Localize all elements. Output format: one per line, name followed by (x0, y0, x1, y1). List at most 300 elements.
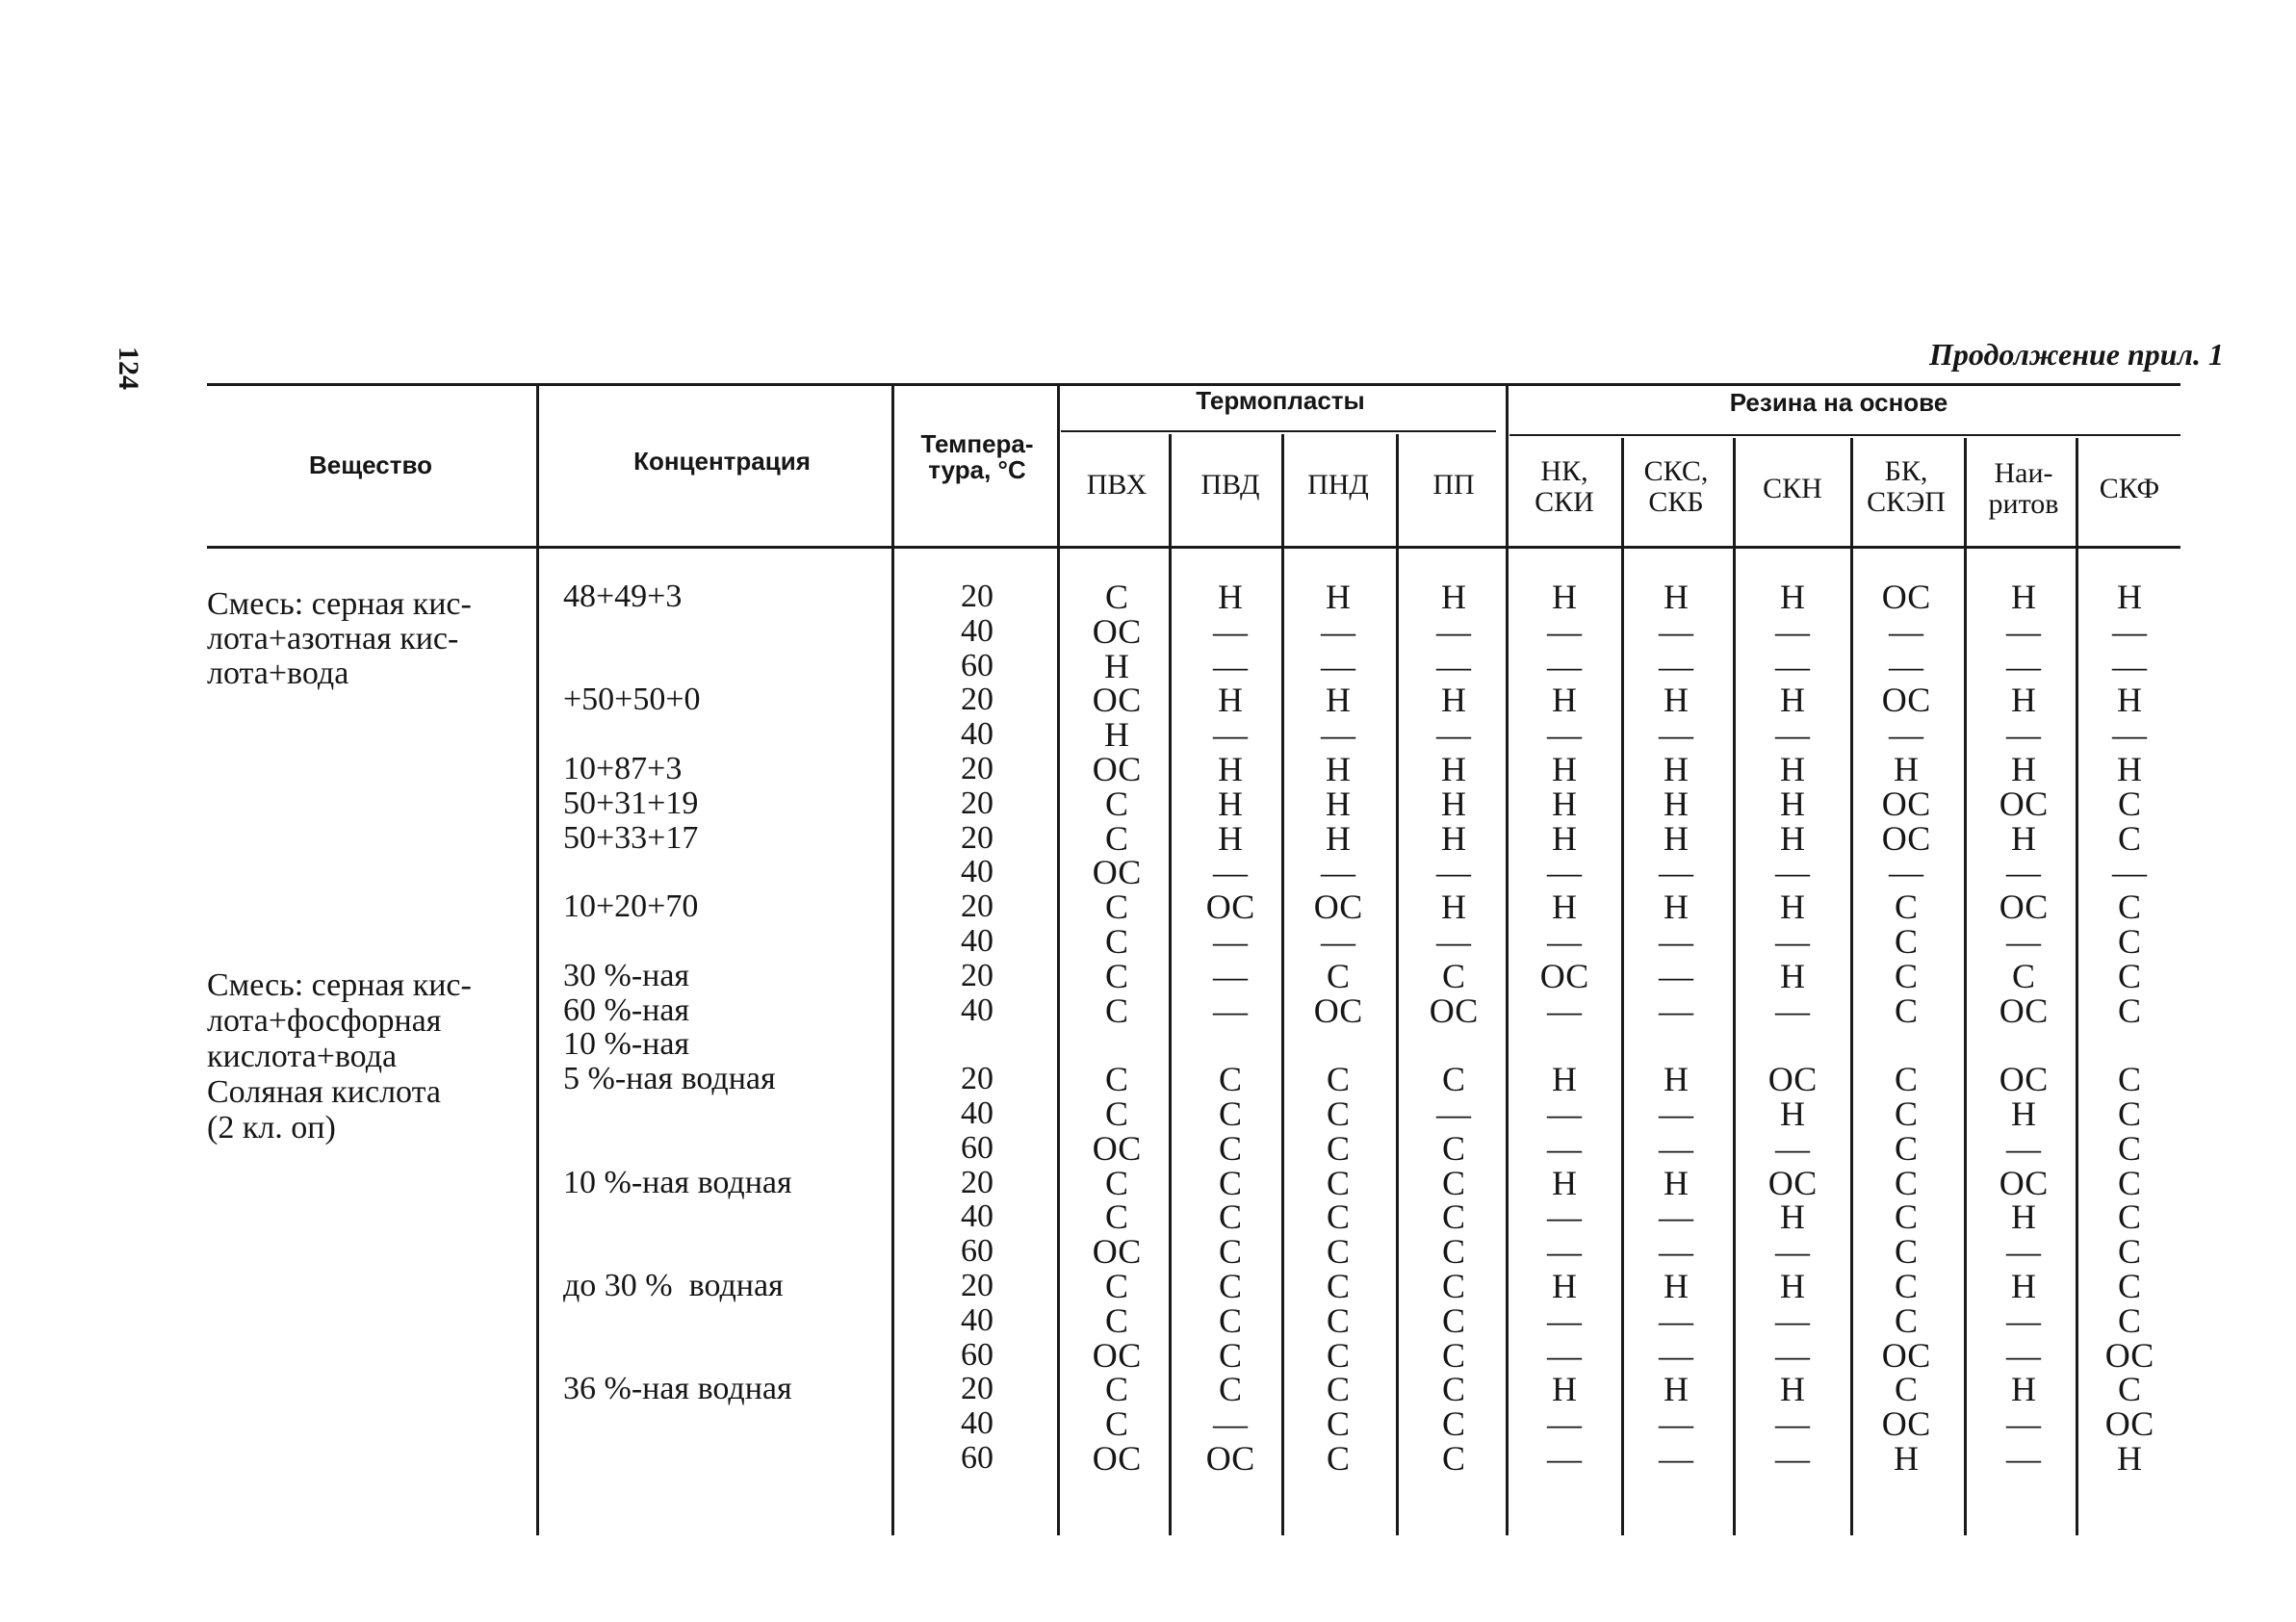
temperature-cell: 40 (961, 1095, 993, 1131)
resistance-cell: ОС (1881, 681, 1931, 720)
resistance-cell: — (2006, 922, 2041, 961)
resistance-cell: Н (1664, 1267, 1689, 1305)
concentration-label: 10 %-ная водная (563, 1164, 792, 1200)
resistance-cell: Н (2011, 1197, 2036, 1237)
temperature-cell: 40 (961, 923, 993, 959)
concentration-label: 10+20+70 (563, 888, 699, 925)
resistance-cell: С (1326, 1404, 1350, 1444)
resistance-cell: С (1104, 956, 1128, 995)
resistance-cell: Н (1552, 784, 1577, 823)
resistance-cell: Н (1780, 956, 1805, 995)
resistance-cell: Н (1780, 578, 1805, 616)
concentration-label: 50+31+19 (563, 785, 699, 821)
resistance-cell: С (1104, 1300, 1128, 1340)
resistance-cell: — (1775, 922, 1810, 961)
resistance-cell: ОС (1767, 1163, 1818, 1202)
resistance-cell: Н (1326, 784, 1351, 823)
resistance-cell: С (1104, 888, 1128, 927)
resistance-cell: С (1894, 1267, 1918, 1305)
resistance-cell: Н (2117, 681, 2142, 720)
resistance-cell: Н (1664, 784, 1689, 823)
resistance-cell: — (1659, 611, 1693, 651)
resistance-cell: С (1326, 956, 1350, 995)
temperature-cell: 40 (961, 991, 993, 1028)
resistance-cell: Н (1441, 784, 1466, 823)
resistance-cell: Н (2117, 1439, 2142, 1478)
resistance-cell: Н (2011, 1370, 2036, 1409)
resistance-cell: С (1894, 1094, 1918, 1133)
resistance-cell: Н (1780, 818, 1805, 858)
resistance-cell: Н (1664, 818, 1689, 858)
resistance-cell: — (1436, 646, 1471, 685)
resistance-cell: С (1104, 991, 1128, 1030)
rule-pvd-pnd (1281, 434, 1284, 1535)
resistance-cell: С (2117, 1060, 2141, 1099)
concentration-label: 10+87+3 (563, 751, 683, 786)
resistance-cell: ОС (1092, 1232, 1142, 1272)
resistance-cell: Н (1894, 750, 1919, 788)
resistance-cell: С (1894, 1300, 1918, 1340)
temperature-cell: 60 (961, 647, 993, 683)
header-group-rubber: Резина на основе (1729, 388, 1948, 417)
resistance-cell: С (1894, 956, 1918, 995)
resistance-cell: — (1547, 922, 1582, 961)
resistance-cell: — (2006, 853, 2041, 892)
resistance-cell: — (2112, 611, 2147, 651)
resistance-cell: С (1104, 818, 1128, 858)
resistance-cell: — (1659, 1197, 1693, 1237)
resistance-cell: — (1321, 922, 1355, 961)
resistance-cell: — (1436, 611, 1471, 651)
resistance-cell: — (1321, 611, 1355, 651)
resistance-cell: — (1547, 1232, 1582, 1272)
resistance-cell: — (1547, 1335, 1582, 1375)
rule-bk-nairit (1964, 438, 1967, 1535)
resistance-cell: С (1441, 1267, 1465, 1305)
resistance-cell: — (1659, 853, 1693, 892)
resistance-cell: Н (1552, 1060, 1577, 1099)
header-material-2: ПНД (1307, 469, 1369, 501)
resistance-cell: Н (1552, 1370, 1577, 1409)
temperature-cell: 20 (961, 682, 993, 718)
resistance-cell: ОС (1092, 1128, 1142, 1168)
resistance-cell: — (1775, 1439, 1810, 1478)
resistance-cell: — (1547, 1404, 1582, 1444)
resistance-cell: Н (1441, 888, 1466, 927)
resistance-cell: — (2006, 611, 2041, 651)
resistance-cell: Н (1326, 750, 1351, 788)
continuation-caption: Продолжение прил. 1 (1929, 337, 2224, 372)
resistance-cell: С (1326, 1197, 1350, 1237)
resistance-cell: С (1441, 1128, 1465, 1168)
resistance-cell: — (1436, 715, 1471, 755)
resistance-cell: — (1659, 646, 1693, 685)
resistance-cell: ОС (1092, 611, 1142, 651)
resistance-cell: С (2117, 1232, 2141, 1272)
concentration-label: 60 %-ная (563, 991, 690, 1028)
resistance-cell: — (1547, 1197, 1582, 1237)
resistance-cell: Н (1326, 681, 1351, 720)
resistance-cell: С (1894, 1060, 1918, 1099)
resistance-cell: — (1659, 922, 1693, 961)
resistance-cell: ОС (1205, 1439, 1255, 1478)
resistance-cell: — (1775, 1232, 1810, 1272)
resistance-cell: Н (1326, 818, 1351, 858)
temperature-cell: 60 (961, 1440, 993, 1476)
resistance-cell: — (2006, 1300, 2041, 1340)
resistance-cell: С (1104, 922, 1128, 961)
resistance-cell: С (1441, 1404, 1465, 1444)
resistance-cell: С (2117, 922, 2141, 961)
resistance-cell: — (1547, 715, 1582, 755)
resistance-cell: — (1547, 1439, 1582, 1478)
rule-temperature-pvc (1057, 386, 1060, 1535)
resistance-cell: ОС (1092, 853, 1142, 892)
resistance-cell: — (1213, 956, 1248, 995)
resistance-cell: — (2112, 853, 2147, 892)
header-material-3: ПП (1432, 469, 1475, 501)
resistance-cell: — (2006, 715, 2041, 755)
resistance-cell: С (2117, 1163, 2141, 1202)
resistance-cell: Н (1664, 681, 1689, 720)
resistance-cell: С (1104, 1197, 1128, 1237)
resistance-cell: — (1889, 715, 1923, 755)
resistance-cell: ОС (1881, 1335, 1931, 1375)
resistance-cell: С (2117, 956, 2141, 995)
concentration-label: 30 %-ная (563, 957, 690, 993)
resistance-cell: — (2112, 715, 2147, 755)
resistance-cell: С (2117, 1300, 2141, 1340)
temperature-cell: 20 (961, 888, 993, 925)
resistance-cell: С (2117, 1197, 2141, 1237)
resistance-cell: С (1104, 1404, 1128, 1444)
resistance-cell: С (1441, 1163, 1465, 1202)
temperature-cell: 20 (961, 785, 993, 821)
resistance-cell: С (1218, 1094, 1242, 1133)
temperature-cell: 20 (961, 957, 993, 993)
resistance-cell: — (1547, 1300, 1582, 1340)
resistance-cell: С (1894, 888, 1918, 927)
resistance-cell: Н (1552, 750, 1577, 788)
resistance-cell: С (1104, 578, 1128, 616)
resistance-cell: С (1441, 1370, 1465, 1409)
resistance-cell: Н (1552, 888, 1577, 927)
resistance-cell: — (1775, 991, 1810, 1030)
resistance-cell: С (1894, 1232, 1918, 1272)
resistance-cell: С (1441, 1232, 1465, 1272)
resistance-cell: — (1547, 991, 1582, 1030)
resistance-cell: Н (1441, 818, 1466, 858)
resistance-cell: — (1889, 646, 1923, 685)
resistance-cell: С (1218, 1232, 1242, 1272)
resistance-cell: — (2006, 1128, 2041, 1168)
resistance-cell: ОС (1313, 888, 1363, 927)
concentration-label: 10 %-ная (563, 1026, 690, 1063)
temperature-cell: 40 (961, 1301, 993, 1338)
header-temperature: Темпера- тура, °С (920, 429, 1034, 485)
resistance-cell: — (2006, 646, 2041, 685)
rule-pvc-pvd (1169, 434, 1172, 1535)
header-material-6: СКН (1763, 473, 1822, 504)
resistance-cell: — (1436, 1094, 1471, 1133)
resistance-cell: Н (2011, 818, 2036, 858)
resistance-cell: С (2011, 956, 2035, 995)
resistance-cell: — (1659, 991, 1693, 1030)
resistance-cell: — (1659, 1300, 1693, 1340)
resistance-cell: С (1104, 1094, 1128, 1133)
resistance-cell: С (1326, 1232, 1350, 1272)
resistance-cell: Н (1218, 784, 1243, 823)
header-material-8: Наи- ритов (1988, 457, 2059, 520)
resistance-cell: Н (1104, 715, 1129, 755)
rule-skn-bk (1850, 438, 1853, 1535)
resistance-cell: Н (1664, 888, 1689, 927)
resistance-cell: С (1894, 922, 1918, 961)
resistance-cell: — (1889, 853, 1923, 892)
resistance-cell: ОС (1881, 578, 1931, 616)
resistance-cell: Н (2011, 681, 2036, 720)
resistance-cell: Н (2011, 750, 2036, 788)
resistance-cell: — (1436, 922, 1471, 961)
resistance-cell: Н (1894, 1439, 1919, 1478)
temperature-cell: 20 (961, 579, 993, 614)
concentration-label: 36 %-ная водная (563, 1371, 792, 1407)
resistance-cell: — (2006, 1232, 2041, 1272)
resistance-cell: — (1775, 611, 1810, 651)
resistance-cell: — (1659, 1232, 1693, 1272)
resistance-cell: — (1213, 646, 1248, 685)
resistance-cell: С (2117, 784, 2141, 823)
thermoplastics-group-rule (1061, 430, 1496, 432)
resistance-cell: Н (1780, 750, 1805, 788)
resistance-cell: С (1326, 1439, 1350, 1478)
rule-concentration-temperature (891, 386, 894, 1535)
resistance-cell: С (2117, 818, 2141, 858)
temperature-cell: 40 (961, 612, 993, 649)
resistance-cell: С (1218, 1370, 1242, 1409)
resistance-cell: — (1547, 1094, 1582, 1133)
resistance-cell: — (1775, 646, 1810, 685)
resistance-cell: ОС (1092, 1335, 1142, 1375)
resistance-cell: Н (1780, 1197, 1805, 1237)
resistance-cell: ОС (1881, 818, 1931, 858)
resistance-cell: ОС (1999, 991, 2049, 1030)
resistance-cell: ОС (1092, 1439, 1142, 1478)
resistance-cell: ОС (1313, 991, 1363, 1030)
resistance-cell: — (1213, 853, 1248, 892)
rule-sks-skn (1733, 438, 1736, 1535)
resistance-cell: С (1894, 1163, 1918, 1202)
resistance-cell: Н (1218, 750, 1243, 788)
resistance-cell: Н (1780, 1267, 1805, 1305)
resistance-cell: С (2117, 1267, 2141, 1305)
resistance-cell: — (1889, 611, 1923, 651)
resistance-cell: — (1213, 1404, 1248, 1444)
resistance-cell: — (1659, 1128, 1693, 1168)
resistance-cell: С (1441, 1197, 1465, 1237)
resistance-cell: С (1326, 1267, 1350, 1305)
resistance-cell: С (1326, 1163, 1350, 1202)
resistance-cell: — (1775, 853, 1810, 892)
header-material-5: СКС, СКБ (1643, 455, 1709, 518)
resistance-cell: Н (1218, 578, 1243, 616)
resistance-cell: С (1441, 956, 1465, 995)
temperature-cell: 20 (961, 751, 993, 786)
page-number: 124 (113, 347, 144, 390)
resistance-cell: С (1894, 1197, 1918, 1237)
resistance-cell: — (1213, 922, 1248, 961)
resistance-cell: С (1326, 1060, 1350, 1099)
resistance-cell: — (1775, 1335, 1810, 1375)
resistance-cell: С (1894, 1370, 1918, 1409)
resistance-cell: — (1547, 853, 1582, 892)
resistance-cell: Н (1664, 750, 1689, 788)
header-concentration: Концентрация (633, 447, 811, 476)
resistance-cell: Н (1552, 578, 1577, 616)
resistance-cell: С (1104, 784, 1128, 823)
resistance-cell: С (1104, 1060, 1128, 1099)
resistance-cell: Н (1664, 1060, 1689, 1099)
resistance-cell: Н (1441, 578, 1466, 616)
resistance-cell: ОС (1429, 991, 1479, 1030)
header-substance: Вещество (308, 451, 432, 479)
resistance-cell: Н (2011, 1267, 2036, 1305)
substance-group-2: Смесь: серная кис- лота+фосфорная кислота+вода Соляная кислота (2 кл. оп) (207, 967, 472, 1146)
temperature-cell: 20 (961, 1061, 993, 1097)
resistance-cell: Н (1664, 1370, 1689, 1409)
resistance-cell: С (2117, 991, 2141, 1030)
resistance-cell: Н (2011, 578, 2036, 616)
concentration-label: +50+50+0 (563, 682, 701, 718)
resistance-cell: — (1659, 1094, 1693, 1133)
resistance-cell: Н (2011, 1094, 2036, 1133)
resistance-cell: С (1441, 1439, 1465, 1478)
resistance-cell: ОС (1205, 888, 1255, 927)
resistance-cell: Н (1218, 818, 1243, 858)
resistance-cell: Н (2117, 750, 2142, 788)
resistance-cell: — (1213, 715, 1248, 755)
resistance-cell: ОС (1999, 888, 2049, 927)
resistance-cell: — (1775, 1404, 1810, 1444)
resistance-cell: Н (1780, 784, 1805, 823)
resistance-cell: — (2006, 1404, 2041, 1444)
header-material-4: НК, СКИ (1535, 455, 1594, 518)
resistance-cell: — (1659, 1404, 1693, 1444)
header-material-0: ПВХ (1086, 469, 1148, 501)
substance-group-1: Смесь: серная кис- лота+азотная кис- лота+вода (207, 586, 472, 691)
concentration-label: 50+33+17 (563, 819, 699, 856)
resistance-cell: — (1775, 715, 1810, 755)
rule-nk-sks (1621, 438, 1624, 1535)
temperature-cell: 40 (961, 854, 993, 890)
header-group-thermoplastics: Термопласты (1196, 386, 1365, 415)
resistance-cell: — (1321, 646, 1355, 685)
header-bottom-rule (207, 546, 2180, 549)
resistance-cell: — (1659, 1439, 1693, 1478)
resistance-cell: С (2117, 1128, 2141, 1168)
temperature-cell: 40 (961, 1198, 993, 1235)
temperature-cell: 60 (961, 1233, 993, 1270)
resistance-cell: С (1441, 1300, 1465, 1340)
temperature-cell: 60 (961, 1129, 993, 1166)
resistance-cell: ОС (2104, 1404, 2154, 1444)
resistance-cell: ОС (1881, 784, 1931, 823)
resistance-cell: Н (1552, 1163, 1577, 1202)
resistance-cell: С (2117, 888, 2141, 927)
resistance-cell: — (1659, 715, 1693, 755)
resistance-cell: — (1547, 1128, 1582, 1168)
resistance-cell: С (1218, 1163, 1242, 1202)
resistance-cell: Н (1552, 681, 1577, 720)
rule-pp-nk (1506, 386, 1509, 1535)
resistance-cell: — (1547, 611, 1582, 651)
concentration-label: 5 %-ная водная (563, 1061, 776, 1097)
resistance-cell: Н (2117, 578, 2142, 616)
resistance-cell: — (1321, 715, 1355, 755)
table-top-rule (207, 383, 2180, 386)
resistance-cell: — (1659, 956, 1693, 995)
resistance-cell: Н (1104, 646, 1129, 685)
resistance-cell: С (1441, 1060, 1465, 1099)
resistance-cell: Н (1441, 681, 1466, 720)
temperature-cell: 20 (961, 1371, 993, 1407)
rubber-group-rule (1509, 434, 2180, 436)
resistance-cell: Н (1664, 1163, 1689, 1202)
resistance-cell: С (1326, 1300, 1350, 1340)
resistance-cell: Н (1441, 750, 1466, 788)
resistance-cell: — (1321, 853, 1355, 892)
resistance-cell: — (2006, 1439, 2041, 1478)
resistance-cell: ОС (1767, 1060, 1818, 1099)
resistance-cell: С (1894, 991, 1918, 1030)
resistance-cell: С (1218, 1335, 1242, 1375)
resistance-cell: С (1104, 1267, 1128, 1305)
rule-pnd-pp (1396, 434, 1399, 1535)
resistance-cell: С (1104, 1370, 1128, 1409)
resistance-cell: — (1436, 853, 1471, 892)
resistance-cell: ОС (1881, 1404, 1931, 1444)
temperature-cell: 20 (961, 819, 993, 856)
resistance-cell: Н (1780, 681, 1805, 720)
resistance-cell: Н (1218, 681, 1243, 720)
resistance-cell: С (1218, 1128, 1242, 1168)
temperature-cell: 20 (961, 1268, 993, 1303)
temperature-cell: 40 (961, 1405, 993, 1442)
resistance-cell: С (1218, 1060, 1242, 1099)
resistance-cell: ОС (1999, 1060, 2049, 1099)
resistance-cell: — (1547, 646, 1582, 685)
resistance-cell: ОС (1092, 681, 1142, 720)
resistance-cell: ОС (2104, 1335, 2154, 1375)
concentration-label: 48+49+3 (563, 579, 683, 614)
resistance-cell: С (1104, 1163, 1128, 1202)
resistance-cell: С (1218, 1300, 1242, 1340)
temperature-cell: 20 (961, 1164, 993, 1200)
resistance-cell: Н (1326, 578, 1351, 616)
resistance-cell: ОС (1999, 784, 2049, 823)
resistance-cell: Н (1780, 1094, 1805, 1133)
resistance-cell: — (2006, 1335, 2041, 1375)
resistance-cell: С (2117, 1370, 2141, 1409)
header-material-7: БК, СКЭП (1867, 455, 1946, 518)
resistance-cell: Н (1780, 1370, 1805, 1409)
resistance-cell: ОС (1539, 956, 1589, 995)
rule-substance-concentration (536, 386, 539, 1535)
resistance-cell: Н (1552, 818, 1577, 858)
resistance-cell: — (1213, 611, 1248, 651)
resistance-cell: С (1218, 1267, 1242, 1305)
temperature-cell: 40 (961, 716, 993, 753)
